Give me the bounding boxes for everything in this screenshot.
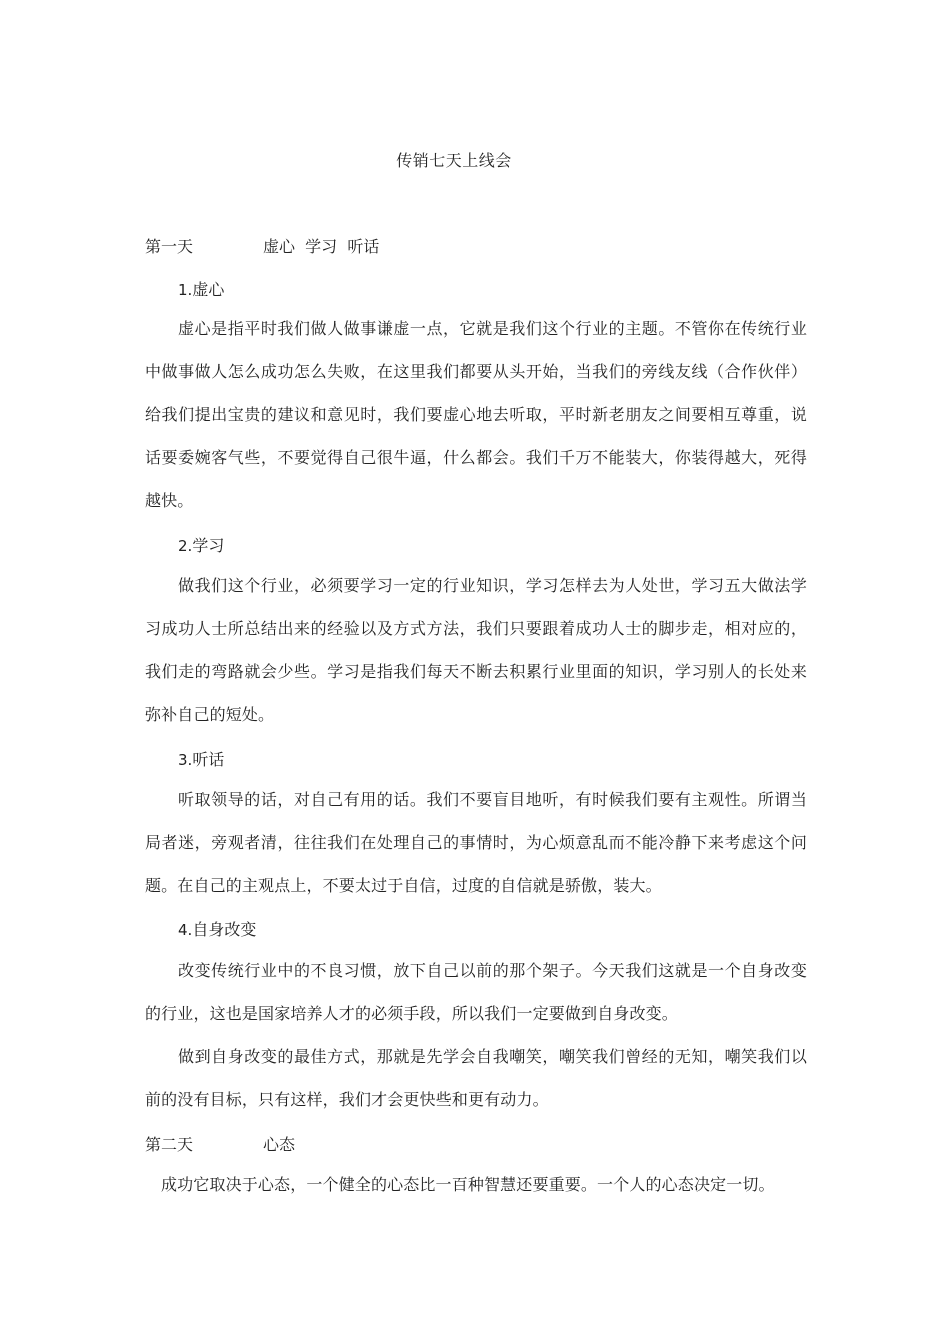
paragraph: 听取领导的话，对自己有用的话。我们不要盲目地听，有时候我们要有主观性。所谓当局者迷，旁观者清，往往我们在处理自己的事情时，为心烦意乱而不能冷静下来考虑这个问题。在自己的主观点上，不要太过于自信，过度的自信就是骄傲，装大。 — [145, 790, 807, 895]
paragraph: 虚心是指平时我们做人做事谦虚一点，它就是我们这个行业的主题。不管你在传统行业中做事做人怎么成功怎么失败，在这里我们都要从头开始，当我们的旁线友线（合作伙伴）给我们提出宝贵的建议和意见时，我们要虚心地去听取，平时新老朋友之间要相互尊重，说话要委婉客气些，不要觉得自己很牛逼，什么都会。我们千万不能装大，你装得越大，死得越快。 — [145, 319, 807, 510]
section-heading-1 — [178, 277, 224, 300]
section-number: 2. — [178, 537, 193, 555]
paragraph: 成功它取决于心态，一个健全的心态比一百种智慧还要重要。一个人的心态决定一切。 — [161, 1175, 775, 1194]
document-title: 传销七天上线会 — [396, 151, 512, 170]
day-heading-2 — [145, 1132, 295, 1155]
day-topic: 心态 — [263, 1135, 296, 1154]
section-heading-2 — [178, 533, 224, 556]
section-title: 学习 — [192, 536, 225, 555]
section-title: 听话 — [192, 750, 225, 769]
section-number: 3. — [178, 751, 193, 769]
paragraph: 做到自身改变的最佳方式，那就是先学会自我嘲笑，嘲笑我们曾经的无知，嘲笑我们以前的没有目标，只有这样，我们才会更快些和更有动力。 — [145, 1047, 807, 1109]
section-heading-3 — [178, 747, 224, 770]
section-heading-4 — [178, 917, 256, 940]
day-topic: 虚心 学习 听话 — [263, 237, 380, 256]
day-label: 第二天 — [145, 1135, 194, 1154]
day-heading-1 — [145, 234, 379, 257]
paragraph: 改变传统行业中的不良习惯，放下自己以前的那个架子。今天我们这就是一个自身改变的行业，这也是国家培养人才的必须手段，所以我们一定要做到自身改变。 — [145, 961, 807, 1023]
paragraph: 做我们这个行业，必须要学习一定的行业知识，学习怎样去为人处世，学习五大做法学习成功人士所总结出来的经验以及方式方法，我们只要跟着成功人士的脚步走，相对应的，我们走的弯路就会少些。学习是指我们每天不断去积累行业里面的知识，学习别人的长处来弥补自己的短处。 — [145, 576, 807, 724]
section-number: 1. — [178, 281, 193, 299]
section-title: 自身改变 — [192, 920, 257, 939]
section-title: 虚心 — [192, 280, 225, 299]
section-number: 4. — [178, 921, 193, 939]
day-label: 第一天 — [145, 237, 194, 256]
